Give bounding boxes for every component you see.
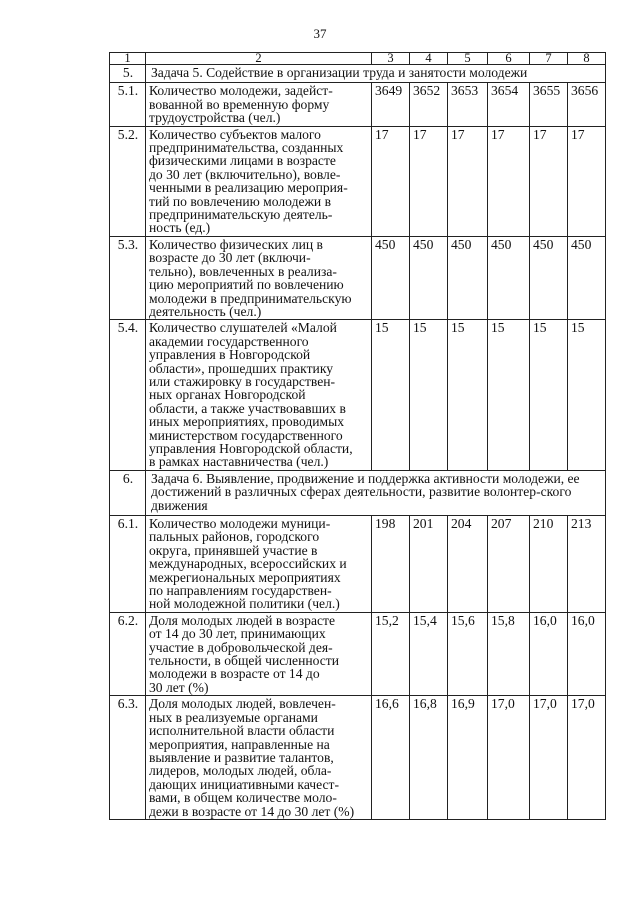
indicator-number: 5.3.	[110, 236, 146, 319]
indicator-value: 16,0	[568, 612, 606, 695]
indicator-description	[146, 696, 372, 820]
description-line: от 14 до 30 лет, принимающих	[149, 626, 326, 642]
indicator-value: 204	[448, 516, 488, 613]
indicator-row	[110, 696, 606, 820]
indicator-number: 6.3.	[110, 696, 146, 820]
description-line: деятельность (чел.)	[149, 303, 262, 319]
indicator-description	[146, 236, 372, 319]
description-line: исполнительной власти области	[149, 723, 335, 739]
column-number: 2	[146, 53, 372, 65]
column-numbers-row	[110, 53, 606, 65]
column-number: 6	[488, 53, 530, 65]
indicator-value: 210	[530, 516, 568, 613]
description-line: Доля молодых людей в возрасте	[149, 612, 335, 628]
description-line: управления в Новгородской	[149, 347, 311, 363]
description-line: ной молодежной политики (чел.)	[149, 596, 340, 612]
indicator-number: 6.1.	[110, 516, 146, 613]
description-line: Количество молодежи, задейст-	[149, 83, 333, 99]
indicator-value: 201	[410, 516, 448, 613]
indicator-value: 17,0	[530, 696, 568, 820]
indicator-value: 3656	[568, 83, 606, 126]
indicator-description	[146, 516, 372, 613]
description-line: вованной во временную форму	[149, 96, 330, 112]
indicator-value: 17	[530, 126, 568, 236]
section-number: 5.	[110, 65, 146, 83]
indicator-value: 450	[372, 236, 410, 319]
description-line: области, а также участвовавших в	[149, 400, 346, 416]
indicator-value: 450	[488, 236, 530, 319]
indicator-description	[146, 320, 372, 470]
description-line: в рамках наставничества (чел.)	[149, 454, 329, 470]
indicator-value: 207	[488, 516, 530, 613]
indicator-value: 15,6	[448, 612, 488, 695]
indicator-value: 3653	[448, 83, 488, 126]
indicator-row	[110, 612, 606, 695]
description-line: или стажировку в государствен-	[149, 373, 336, 389]
column-number: 3	[372, 53, 410, 65]
task-section-row	[110, 470, 606, 515]
description-line: цию мероприятий по вовлечению	[149, 277, 344, 293]
indicator-description	[146, 612, 372, 695]
description-line: 30 лет (%)	[149, 679, 209, 695]
description-line: до 30 лет (включительно), вовле-	[149, 166, 341, 182]
description-line: межрегиональных мероприятиях	[149, 569, 341, 585]
description-line: Количество слушателей «Малой	[149, 320, 337, 336]
section-number: 6.	[110, 470, 146, 515]
indicator-value: 3649	[372, 83, 410, 126]
description-line: иных мероприятиях, проводимых	[149, 414, 345, 430]
description-line: лидеров, молодых людей, обла-	[149, 763, 332, 779]
indicator-value: 15	[568, 320, 606, 470]
description-line: ченными в реализацию мероприя-	[149, 180, 348, 196]
indicator-number: 5.1.	[110, 83, 146, 126]
indicator-value: 15	[488, 320, 530, 470]
indicator-value: 15	[530, 320, 568, 470]
indicator-value: 15,8	[488, 612, 530, 695]
description-line: тельно), вовлеченных в реализа-	[149, 263, 337, 279]
indicator-value: 15	[372, 320, 410, 470]
indicator-row	[110, 126, 606, 236]
indicator-number: 5.2.	[110, 126, 146, 236]
description-line: вами, в общем количестве моло-	[149, 790, 337, 806]
indicator-value: 450	[410, 236, 448, 319]
section-title: Задача 5. Содействие в организации труда и занятости молодежи	[146, 65, 606, 83]
task-section-row	[110, 65, 606, 83]
indicator-number: 6.2.	[110, 612, 146, 695]
indicator-value: 17	[568, 126, 606, 236]
description-line: физическими лицами в возрасте	[149, 153, 336, 169]
description-line: тий по вовлечению молодежи в	[149, 193, 332, 209]
indicator-value: 15	[410, 320, 448, 470]
description-line: молодежи в возрасте от 14 до	[149, 666, 320, 682]
description-line: дежи в возрасте от 14 до 30 лет (%)	[149, 803, 355, 819]
description-line: молодежи в предпринимательскую	[149, 290, 352, 306]
indicator-row	[110, 516, 606, 613]
indicator-value: 16,8	[410, 696, 448, 820]
section-title: Задача 6. Выявление, продвижение и поддержка активности молодежи, ее достижений в различных сферах деятельности, развитие волонтер-ского движения	[146, 470, 606, 515]
indicator-value: 15,2	[372, 612, 410, 695]
column-number: 8	[568, 53, 606, 65]
indicator-value: 450	[568, 236, 606, 319]
description-line: возрасте до 30 лет (включи-	[149, 250, 311, 266]
description-line: тельности, в общей численности	[149, 653, 340, 669]
description-line: мероприятия, направленные на	[149, 736, 330, 752]
indicator-value: 17	[448, 126, 488, 236]
description-line: Количество физических лиц в	[149, 236, 323, 252]
description-line: выявление и развитие талантов,	[149, 749, 334, 765]
indicator-value: 3652	[410, 83, 448, 126]
table-body	[110, 53, 606, 820]
column-number: 5	[448, 53, 488, 65]
description-line: Количество молодежи муници-	[149, 516, 331, 531]
indicator-row	[110, 236, 606, 319]
indicator-value: 450	[448, 236, 488, 319]
indicator-value: 213	[568, 516, 606, 613]
column-number: 1	[110, 53, 146, 65]
indicator-row	[110, 320, 606, 470]
page-number: 37	[313, 26, 327, 41]
description-line: участие в добровольческой дея-	[149, 639, 333, 655]
indicator-value: 16,6	[372, 696, 410, 820]
indicator-value: 17	[488, 126, 530, 236]
description-line: пальных районов, городского	[149, 529, 320, 545]
indicator-value: 198	[372, 516, 410, 613]
indicator-value: 17	[410, 126, 448, 236]
description-line: предпринимательства, созданных	[149, 140, 344, 156]
indicator-value: 17,0	[568, 696, 606, 820]
indicator-value: 16,0	[530, 612, 568, 695]
column-number: 7	[530, 53, 568, 65]
indicator-value: 3654	[488, 83, 530, 126]
description-line: министерством государственного	[149, 427, 343, 443]
description-line: международных, всероссийских и	[149, 556, 347, 572]
indicator-value: 17,0	[488, 696, 530, 820]
indicator-number: 5.4.	[110, 320, 146, 470]
indicator-value: 450	[530, 236, 568, 319]
indicator-value: 15,4	[410, 612, 448, 695]
description-line: по направлениям государствен-	[149, 583, 332, 599]
description-line: ность (ед.)	[149, 220, 211, 236]
indicator-value: 16,9	[448, 696, 488, 820]
description-line: округа, принявшей участие в	[149, 542, 318, 558]
description-line: предпринимательскую деятель-	[149, 207, 333, 223]
description-line: дающих инициативными качест-	[149, 776, 340, 792]
description-line: трудоустройства (чел.)	[149, 110, 281, 126]
description-line: области», прошедших практику	[149, 360, 334, 376]
description-line: ных органах Новгородской	[149, 387, 306, 403]
indicator-description	[146, 126, 372, 236]
description-line: управления Новгородской области,	[149, 440, 353, 456]
indicator-value: 15	[448, 320, 488, 470]
description-line: академии государственного	[149, 333, 309, 349]
description-line: Количество субъектов малого	[149, 126, 321, 142]
indicator-value: 17	[372, 126, 410, 236]
indicator-value: 3655	[530, 83, 568, 126]
indicator-description	[146, 83, 372, 126]
column-number: 4	[410, 53, 448, 65]
indicator-row	[110, 83, 606, 126]
description-line: Доля молодых людей, вовлечен-	[149, 696, 336, 712]
indicators-table	[109, 52, 606, 820]
description-line: ных в реализуемые органами	[149, 709, 318, 725]
